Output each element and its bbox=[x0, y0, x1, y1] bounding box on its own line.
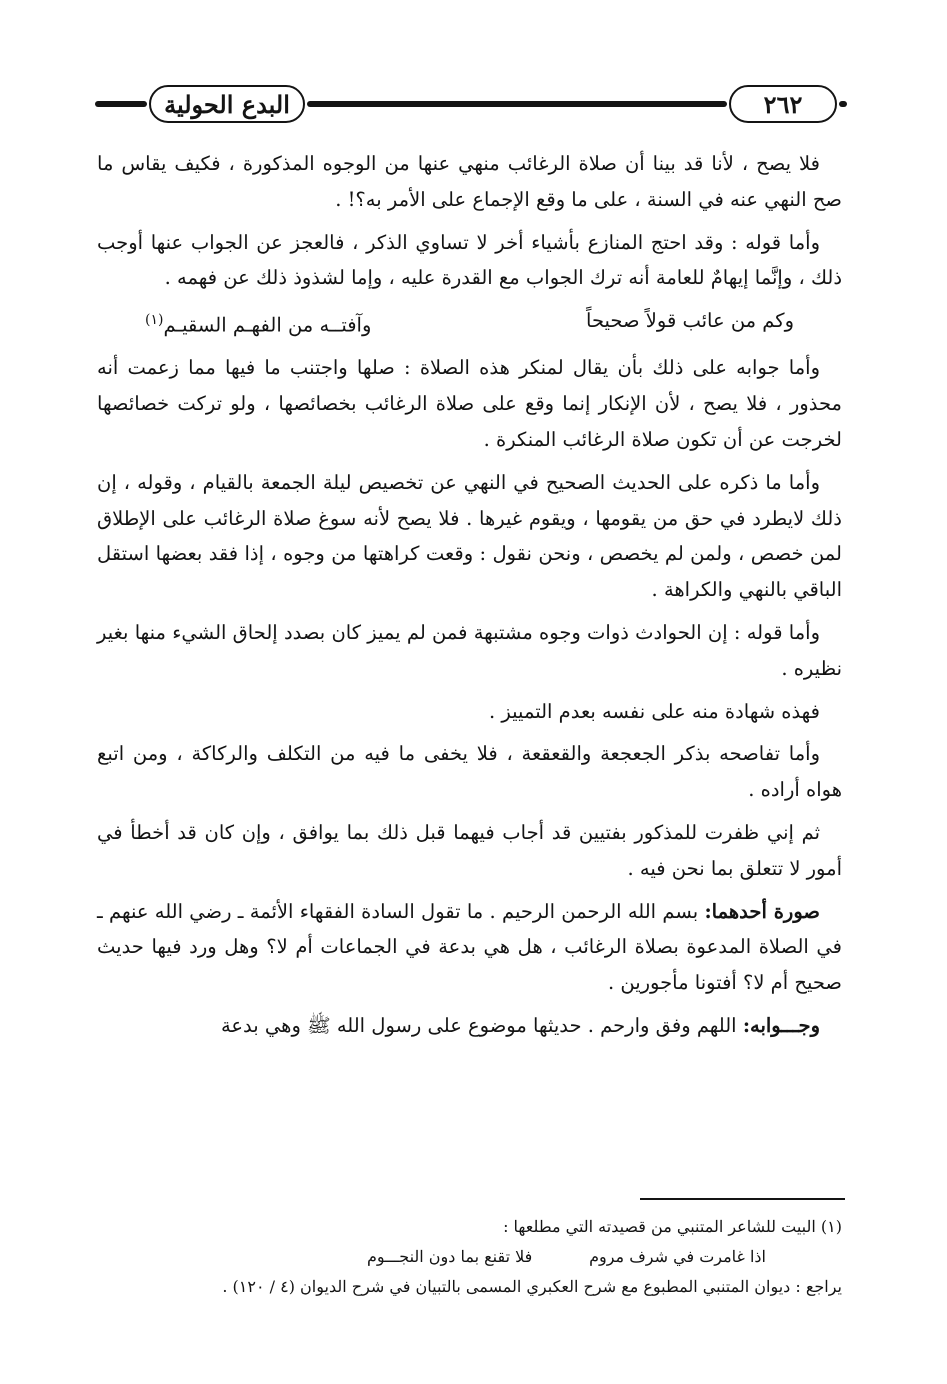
paragraph: وأما تفاصحه بذكر الجعجعة والقعقعة ، فلا يخفى ما فيه من التكلف والركاكة ، ومن اتبع هواه أراده . bbox=[97, 742, 842, 802]
page-number: ٢٦٢ bbox=[729, 85, 837, 123]
header-rule-right bbox=[839, 101, 847, 107]
page-header bbox=[95, 76, 847, 132]
book-title: البدع الحولية bbox=[149, 85, 305, 123]
footnote-verse-second: فلا تقنع بما دون النجـــوم bbox=[367, 1247, 533, 1266]
footnotes bbox=[97, 1212, 842, 1302]
paragraph: وأما قوله : إن الحوادث ذوات وجوه مشتبهة فمن لم يميز كان بصدد إلحاق الشيء منها بغير نظيره . bbox=[97, 621, 842, 680]
footnote-reference: (١) bbox=[145, 312, 164, 329]
paragraph: وأما جوابه على ذلك بأن يقال لمنكر هذه الصلاة : صلها واجتنب ما فيها مما زعمت أنه محذور ، فلا يصح ، لأن الإنكار إنما وقع على صلاة الرغائب بخصائصها ، ولو تركت خصائصها لخرجت عن أن تكون صلاة الرغائب المنكرة . bbox=[97, 356, 842, 452]
paragraph-lead: وجـــوابه: bbox=[742, 1014, 820, 1038]
verse-first-hemistich: وكم من عائب قولاً صحيحاً bbox=[586, 309, 794, 333]
footnote-divider bbox=[640, 1198, 845, 1200]
paragraph: وأما قوله : وقد احتج المنازع بأشياء أخر لا تساوي الذكر ، فالعجز عن الجواب عنها أوجب ذلك ، وإنَّما إيهامٌ للعامة أنه ترك الجواب مع القدرة عليه ، وإما لشذوذ ذلك عن فهمه . bbox=[97, 230, 842, 290]
paragraph: فلا يصح ، لأنا قد بينا أن صلاة الرغائب منهي عنها من الوجوه المذكورة ، فكيف يقاس ما صح النهي عنه في السنة ، على ما وقع الإجماع على الأمر به؟! . bbox=[97, 152, 842, 211]
header-rule-left bbox=[95, 101, 147, 107]
footnote-verse bbox=[97, 1242, 842, 1272]
paragraph: فهذه شهادة منه على نفسه بعدم التمييز . bbox=[489, 699, 820, 723]
paragraph-lead: صورة أحدهما: bbox=[704, 899, 820, 923]
verse-second-hemistich: وآفتــه من الفهـم السقيـم$^{(١)}$ bbox=[145, 312, 372, 337]
paragraph-body: اللهم وفق وارحم . حديثها موضوع على رسول الله ﷺ وهي بدعة bbox=[220, 1014, 743, 1038]
main-text bbox=[97, 146, 842, 1051]
footnote-line: (١) البيت للشاعر المتنبي من قصيدته التي مطلعها : bbox=[503, 1217, 842, 1236]
paragraph-body: بسم الله الرحمن الرحيم . ما تقول السادة الفقهاء الأئمة ـ رضي الله عنهم ـ في الصلاة المدعوة بصلاة الرغائب ، هل هي بدعة في الجماعات أم لا؟ وهل ورد فيها حديث صحيح أم لا؟ أفتونا مأجورين . bbox=[97, 899, 842, 995]
footnote-verse-first: اذا غامرت في شرف مروم bbox=[589, 1247, 766, 1266]
header-rule-middle bbox=[307, 101, 727, 107]
paragraph bbox=[97, 894, 842, 1001]
paragraph: وأما ما ذكره على الحديث الصحيح في النهي عن تخصيص ليلة الجمعة بالقيام ، وقوله ، إن ذلك لايطرد في حق من يقومها ، ويقوم غيرها . فلا يصح لأنه سوغ صلاة الرغائب على الإطلاق لمن خصص ، ولمن لم يخصص ، ونحن نقول : وقعت كراهتها من وجوه ، إذا فقد بعضها استقل الباقي بالنهي والكراهة . bbox=[97, 470, 842, 602]
paragraph: ثم إني ظفرت للمذكور بفتيين قد أجاب فيهما قبل ذلك بما يوافق ، وإن كان قد أخطأ في أمور لا تتعلق بما نحن فيه . bbox=[97, 821, 842, 880]
paragraph bbox=[97, 1008, 842, 1044]
footnote-line: يراجع : ديوان المتنبي المطبوع مع شرح العكبري المسمى بالتبيان في شرح الديوان (٤ / ١٢٠) . bbox=[222, 1277, 842, 1296]
verse bbox=[97, 303, 842, 343]
